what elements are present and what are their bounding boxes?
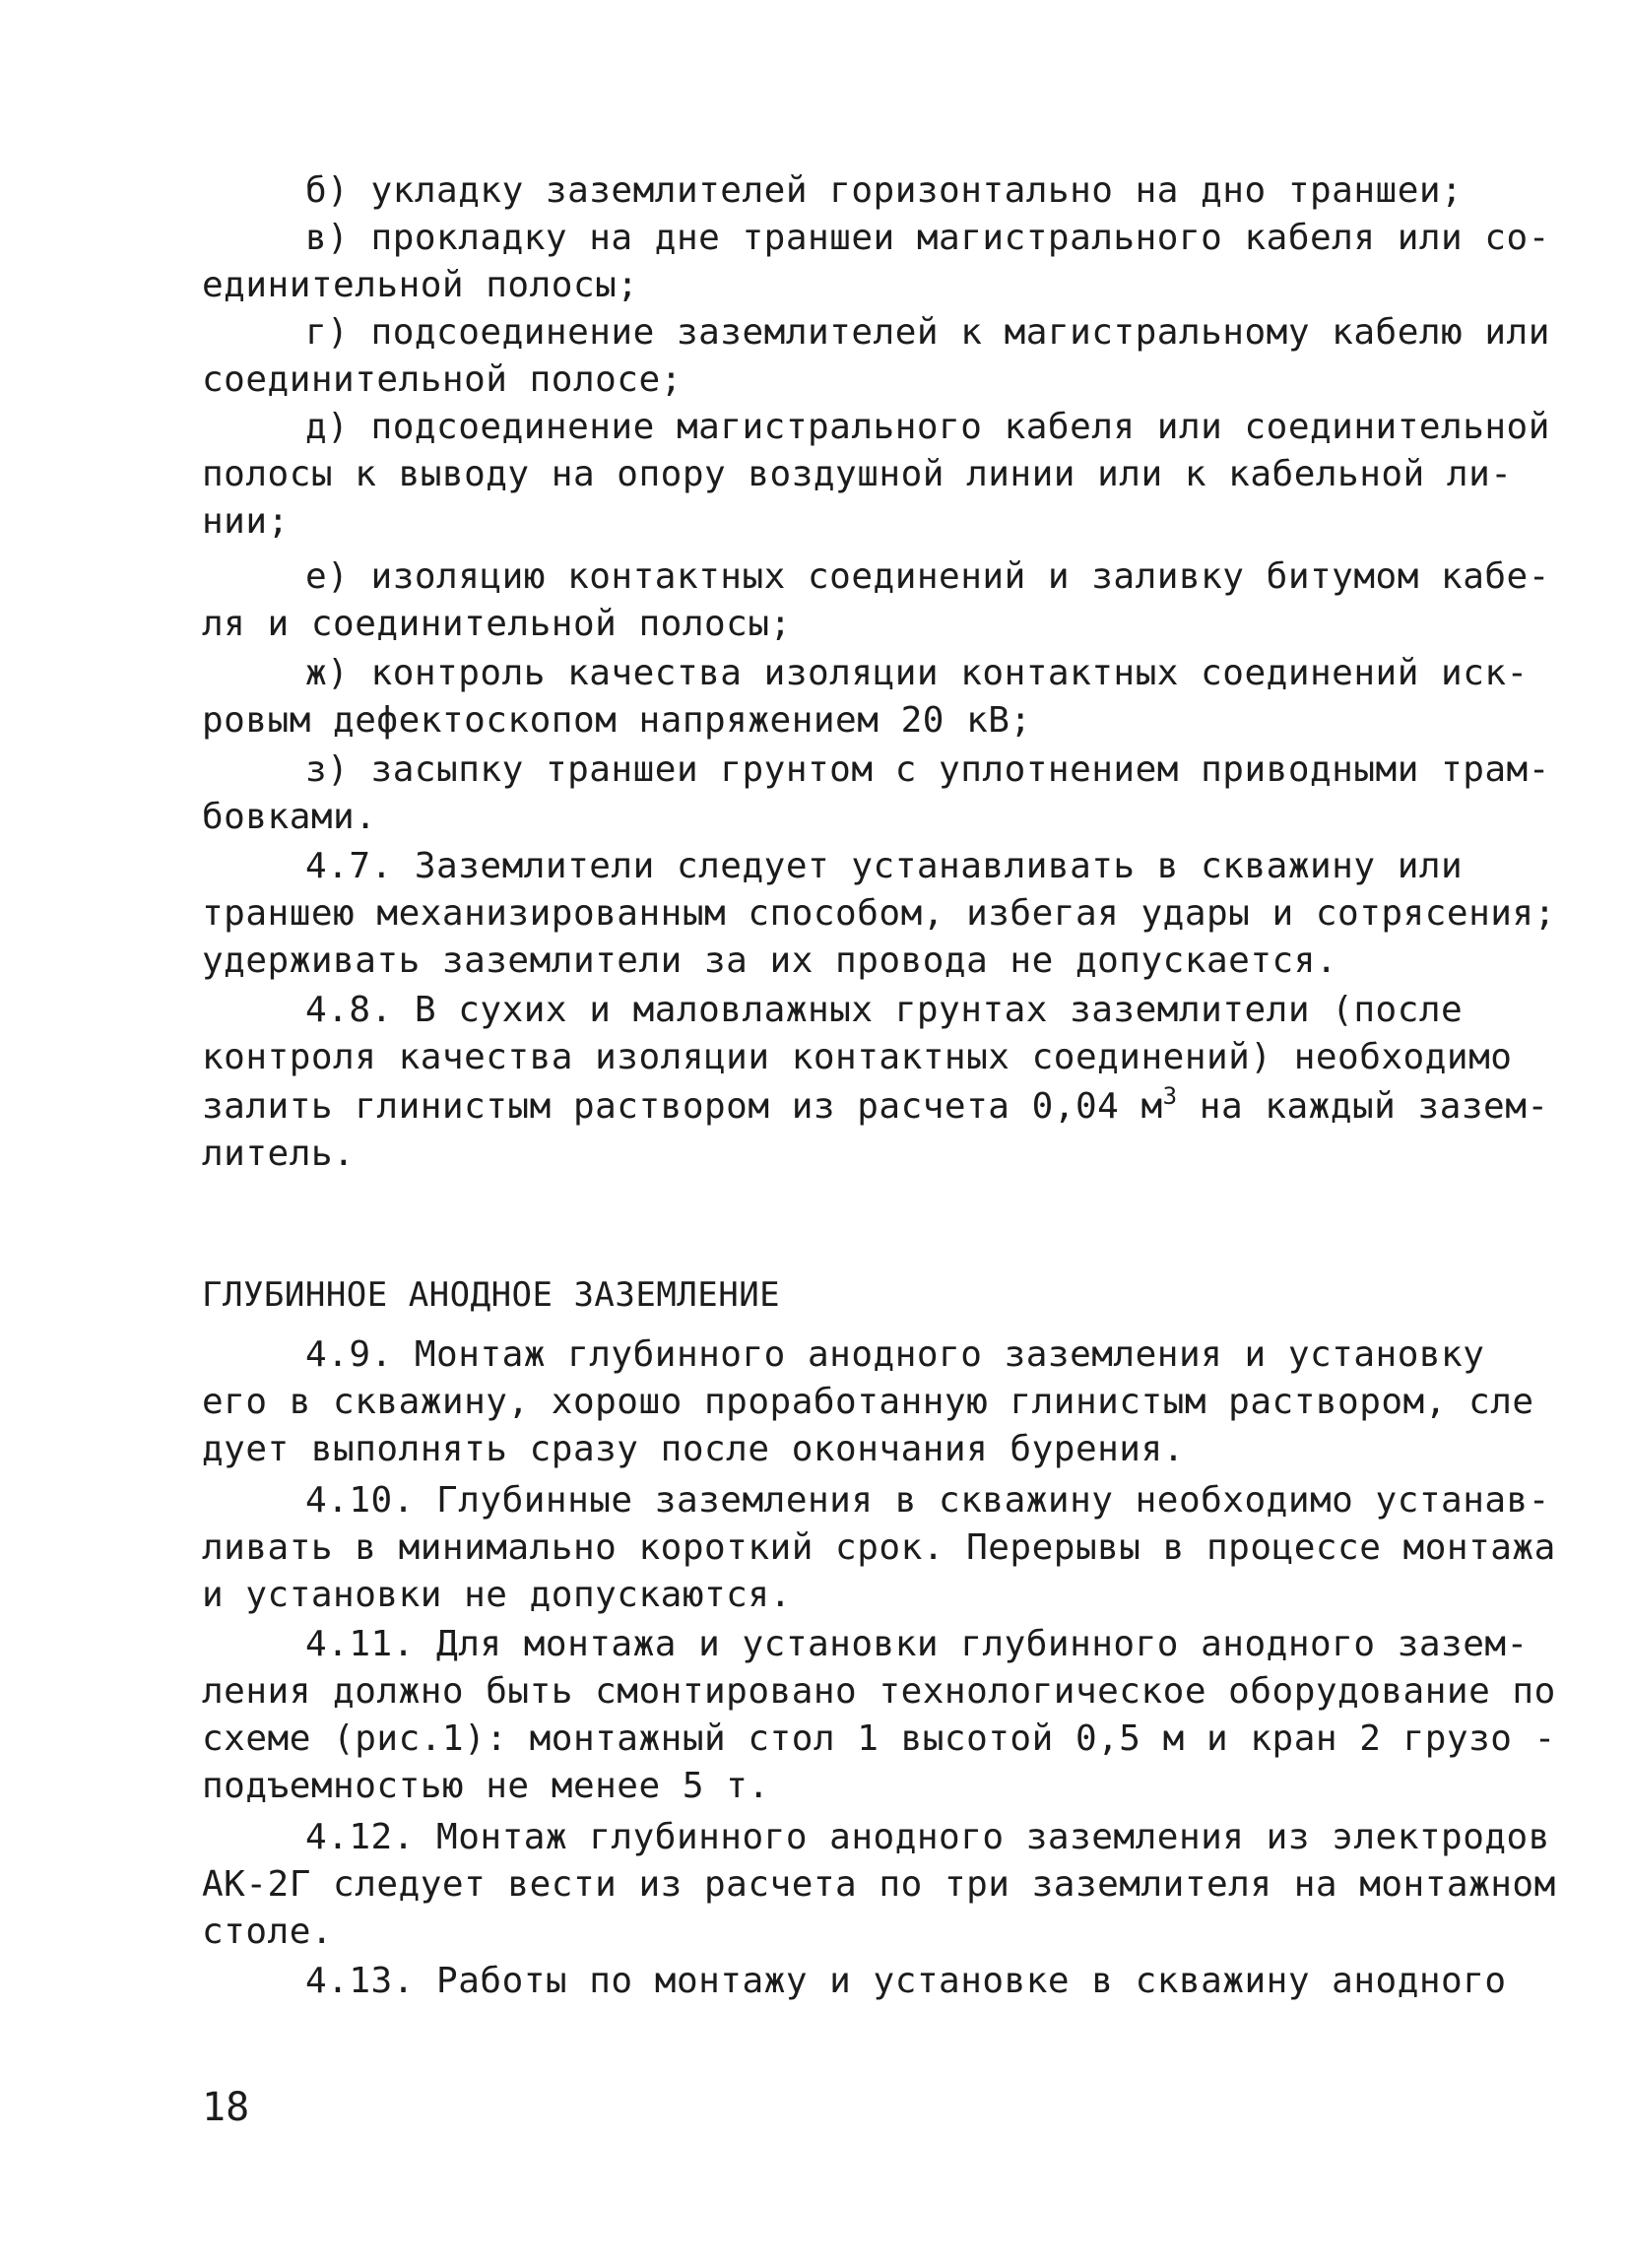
text-line: полосы к выводу на опору воздушной линии или к кабельной ли- [202, 454, 1513, 494]
section-heading: ГЛУБИННОЕ АНОДНОЕ ЗАЗЕМЛЕНИЕ [202, 1275, 781, 1315]
text-line: соединительной полосе; [202, 359, 683, 400]
text-line: з) засыпку траншеи грунтом с уплотнением приводными трам- [305, 749, 1550, 790]
text-line: 4.8. В сухих и маловлажных грунтах заземлители (после [305, 990, 1464, 1030]
text-line: бовками. [202, 797, 377, 837]
text-line: траншею механизированным способом, избегая удары и сотрясения; [202, 893, 1556, 934]
text-line: е) изоляцию контактных соединений и заливку битумом кабе- [305, 556, 1550, 597]
text-line: столе. [202, 1912, 334, 1952]
text-line: 4.13. Работы по монтажу и установке в скважину анодного [305, 1961, 1507, 2001]
text-line: дует выполнять сразу после окончания бурения. [202, 1429, 1185, 1469]
text-line: ливать в минимально короткий срок. Перерывы в процессе монтажа [202, 1527, 1556, 1568]
text-line: 4.12. Монтаж глубинного анодного заземления из электродов [305, 1817, 1550, 1857]
text-line: схеме (рис.1): монтажный стол 1 высотой 0,5 м и кран 2 грузо - [202, 1718, 1556, 1759]
text-line: 4.10. Глубинные заземления в скважину необходимо устанав- [305, 1480, 1550, 1521]
text-line: нии; [202, 501, 290, 542]
text-line: ления должно быть смонтировано технологическое оборудование по [202, 1671, 1556, 1712]
text-line [202, 1083, 1549, 1131]
text-line: ж) контроль качества изоляции контактных соединений иск- [305, 653, 1529, 693]
text-fragment: залить глинистым раствором из расчета 0,04 м [202, 1086, 1163, 1127]
text-fragment: на каждый зазем- [1177, 1086, 1549, 1127]
text-line: его в скважину, хорошо проработанную глинистым раствором, сле [202, 1382, 1534, 1422]
text-line: контроля качества изоляции контактных соединений) необходимо [202, 1037, 1513, 1077]
text-line: б) укладку заземлителей горизонтально на дно траншеи; [305, 170, 1464, 211]
text-line: ля и соединительной полосы; [202, 604, 792, 644]
text-line: литель. [202, 1134, 356, 1174]
text-line: ровым дефектоскопом напряжением 20 кВ; [202, 700, 1032, 741]
text-line: АК-2Г следует вести из расчета по три заземлителя на монтажном [202, 1864, 1556, 1905]
text-line: единительной полосы; [202, 265, 639, 305]
text-line: подъемностью не менее 5 т. [202, 1766, 770, 1806]
text-line: удерживать заземлители за их провода не допускается. [202, 940, 1338, 981]
text-line: в) прокладку на дне траншеи магистрального кабеля или со- [305, 218, 1550, 258]
superscript: 3 [1162, 1082, 1178, 1110]
text-line: и установки не допускаются. [202, 1575, 792, 1615]
text-line: 4.7. Заземлители следует устанавливать в скважину или [305, 846, 1464, 886]
text-line: д) подсоединение магистрального кабеля или соединительной [305, 407, 1550, 447]
text-line: 4.11. Для монтажа и установки глубинного анодного зазем- [305, 1624, 1529, 1664]
page-number: 18 [202, 2085, 250, 2130]
text-line: 4.9. Монтаж глубинного анодного заземления и установку [305, 1334, 1485, 1375]
text-line: г) подсоединение заземлителей к магистральному кабелю или [305, 312, 1550, 353]
